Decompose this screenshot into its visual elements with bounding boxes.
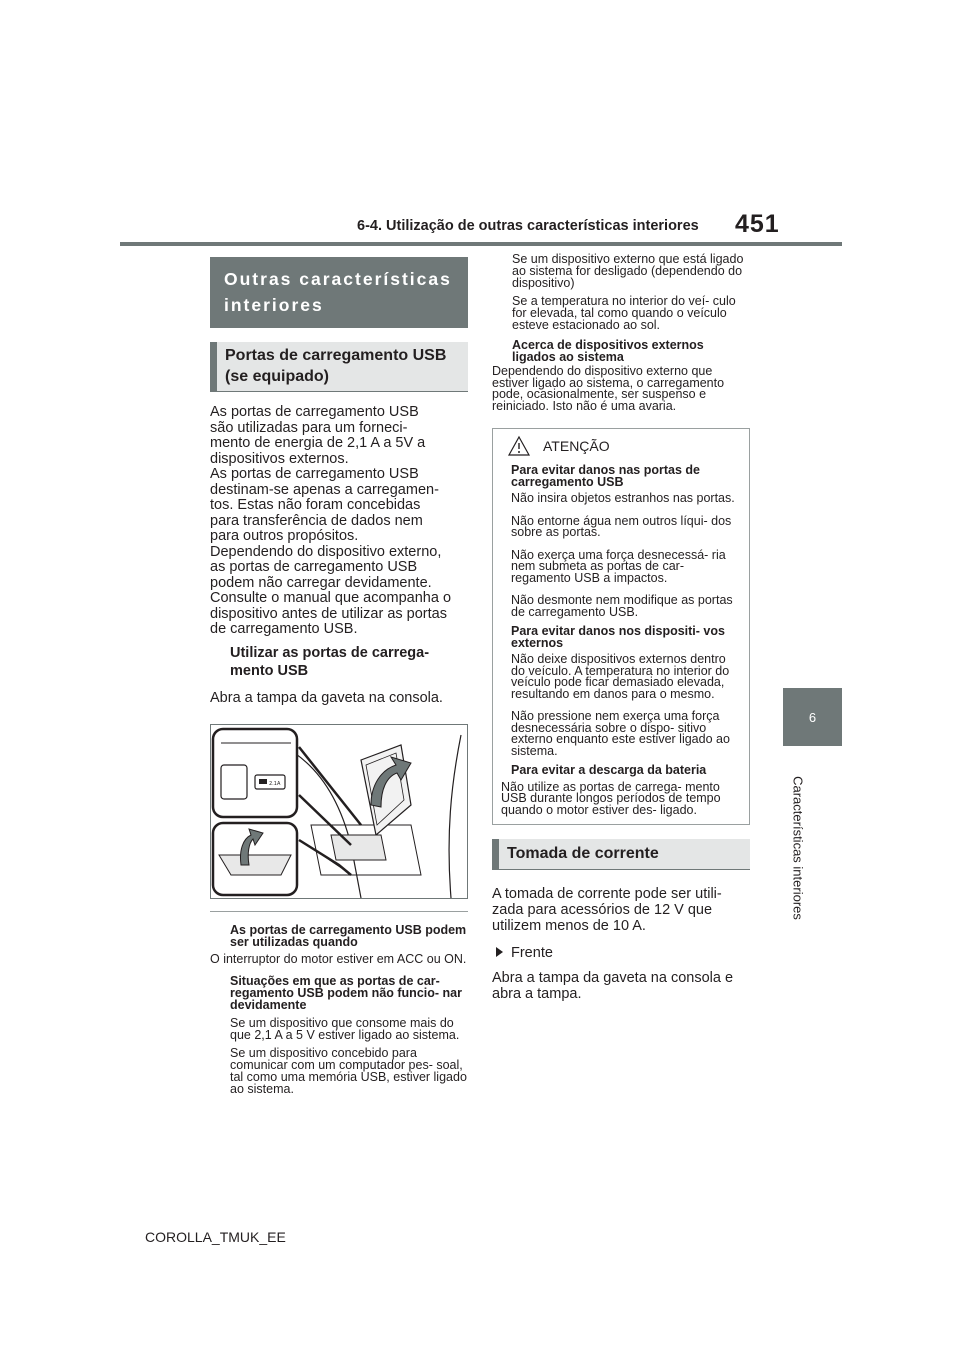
not-working-heading: Situações em que as portas de car- regamento USB podem não funcio- nar devidamente (230, 973, 462, 1012)
not-working-item: Se um dispositivo que consome mais do que 2,1 A a 5 V estiver ligado ao sistema. (230, 1015, 460, 1042)
left-column (210, 257, 468, 1095)
intro-line: podem não carregar devidamente. (210, 574, 432, 591)
intro-line: dispositivo antes de utilizar as portas (210, 605, 447, 622)
caution-subheading: Para evitar danos nos dispositi- vos externos (511, 624, 725, 650)
caution-item: Não entorne água nem outros líqui- dos sobre as portas. (511, 513, 732, 539)
not-working-item: Se um dispositivo concebido para comunicar com um computador pes- soal, tal como uma memória USB, estiver ligado ao sistema. (230, 1045, 467, 1096)
arrow-right-icon (496, 947, 503, 957)
open-console-instruction: Abra a tampa da gaveta na consola. (210, 689, 443, 706)
caution-header (501, 435, 739, 457)
heading-rule (210, 391, 468, 392)
not-working-item: Se a temperatura no interior do veí- culo for elevada, tal como quando o veículo esteve estacionado ao sol. (512, 294, 736, 332)
using-usb-heading: Utilizar as portas de carrega- mento USB (230, 644, 430, 679)
front-item (492, 944, 750, 962)
intro-line: dispositivos externos. (210, 450, 349, 467)
usb-intro-text (210, 405, 468, 638)
heading-rule (492, 869, 750, 870)
caution-subheading: Para evitar a descarga da bateria (511, 763, 707, 777)
external-devices-heading: Acerca de dispositivos externos ligados ao sistema (512, 338, 704, 364)
intro-line: para outros propósitos. (210, 528, 359, 544)
page-number: 451 (735, 210, 780, 238)
chapter-title: Características interiores (790, 775, 806, 920)
footer-code: COROLLA_TMUK_EE (145, 1229, 286, 1245)
front-instruction: Abra a tampa da gaveta na consola e abra a tampa. (492, 970, 734, 1002)
intro-line: tos. Estas não foram concebidas (210, 497, 421, 513)
chapter-title-vertical (785, 760, 811, 935)
usb-ports-heading: Portas de carregamento USB (se equipado) (210, 342, 468, 391)
console-drawing (211, 725, 467, 898)
warning-triangle-icon (507, 435, 531, 457)
chapter-tab (783, 688, 842, 746)
console-illustration (210, 724, 468, 899)
intro-line: Consulte o manual que acompanha o (210, 590, 452, 606)
intro-line: Dependendo do dispositivo externo, (210, 543, 442, 560)
intro-line: mento de energia de 2,1 A a 5V a (210, 435, 426, 451)
intro-line: destinam-se apenas a carregamen- (210, 481, 439, 498)
caution-item: Não utilize as portas de carrega- mento USB durante longos períodos de tempo quando o motor estiver des- ligado. (501, 779, 721, 817)
intro-line: As portas de carregamento USB (210, 466, 419, 482)
port-label: 2.1A (269, 780, 281, 787)
chapter-number: 6 (808, 709, 817, 725)
caution-box (492, 428, 750, 825)
section-title: 6-4. Utilização de outras características interiores (357, 218, 699, 234)
external-devices-text: Dependendo do dispositivo externo que estiver ligado ao sistema, o carregamento pode, ocasionalmente, ser suspenso e reiniciado. Isto não é uma avaria. (492, 364, 725, 413)
not-working-item: Se um dispositivo externo que está ligado ao sistema for desligado (dependendo do dispositivo) (512, 252, 744, 290)
caution-item: Não desmonte nem modifique as portas de carregamento USB. (511, 593, 733, 619)
caution-item: Não exerça uma força desnecessá- ria nem submeta as portas de car- regamento USB a impactos. (511, 547, 726, 585)
main-heading: Outras características interiores (210, 257, 468, 328)
caution-item: Não pressione nem exerça uma força desnecessária sobre o dispo- sitivo externo enquanto este estiver ligado ao sistema. (511, 709, 730, 758)
caution-subheading: Para evitar danos nas portas de carregamento USB (511, 463, 700, 489)
right-column (492, 253, 750, 1002)
power-outlet-heading: Tomada de corrente (492, 839, 750, 869)
front-label: Frente (511, 945, 553, 961)
intro-line: de carregamento USB. (210, 621, 358, 637)
intro-line: As portas de carregamento USB (210, 404, 419, 420)
caution-title: ATENÇÃO (543, 438, 610, 454)
intro-line: as portas de carregamento USB (210, 559, 418, 575)
caution-item: Não deixe dispositivos externos dentro do veículo. A temperatura no interior do veículo pode ficar demasiado elevada, resultando em danos para o mesmo. (511, 652, 730, 701)
caution-item: Não insira objetos estranhos nas portas. (511, 491, 735, 505)
usable-when-heading: As portas de carregamento USB podem ser utilizadas quando (230, 922, 467, 949)
figure-rule (210, 911, 468, 912)
intro-line: para transferência de dados nem (210, 512, 423, 529)
header-rule (120, 242, 842, 246)
intro-line: são utilizadas para um forneci- (210, 419, 408, 436)
usable-when-text: O interruptor do motor estiver em ACC ou ON. (210, 951, 467, 966)
power-outlet-text: A tomada de corrente pode ser utili- zada para acessórios de 12 V que utilizem menos de 10 A. (492, 886, 722, 934)
